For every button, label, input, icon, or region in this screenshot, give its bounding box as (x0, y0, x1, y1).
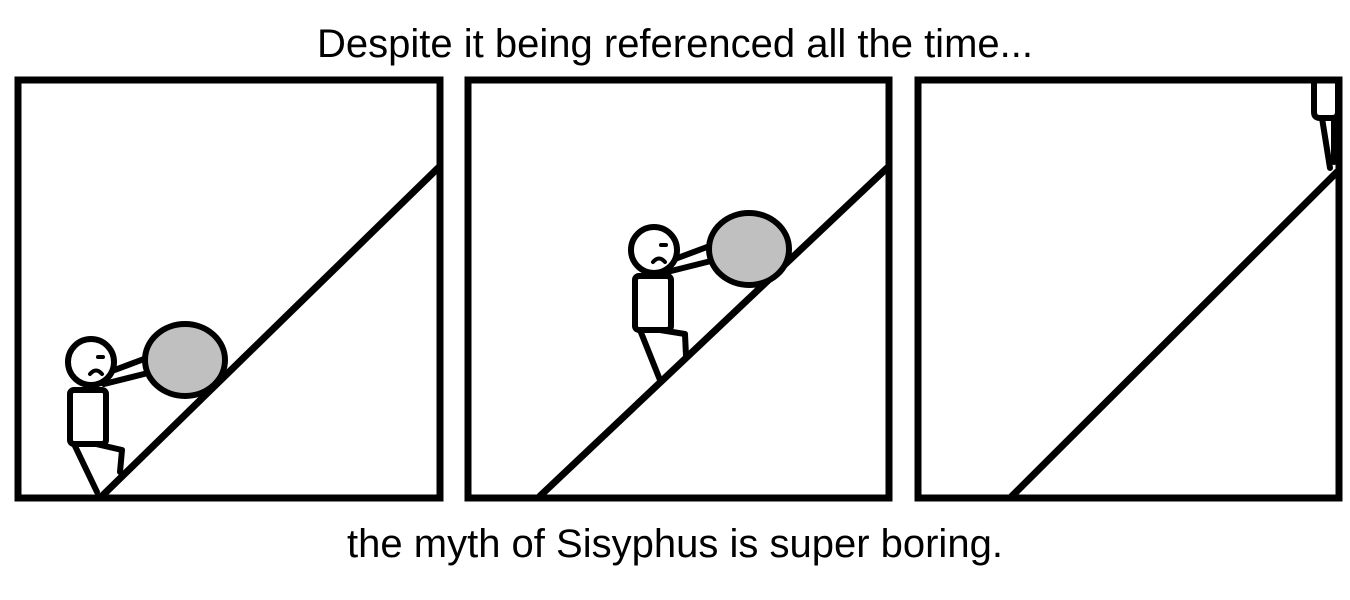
panel-2-boulder (709, 213, 789, 285)
bottom-caption: the myth of Sisyphus is super boring. (347, 522, 1003, 566)
panel-2-head (631, 227, 677, 273)
panel-1-boulder (145, 324, 225, 396)
panel-3 (918, 80, 1339, 498)
panel-2-frame (468, 80, 889, 498)
panel-3-frame (918, 80, 1339, 498)
panel-1 (18, 80, 440, 498)
panel-2 (468, 80, 889, 498)
panel-1-head (68, 339, 114, 385)
top-caption: Despite it being referenced all the time... (317, 22, 1033, 66)
